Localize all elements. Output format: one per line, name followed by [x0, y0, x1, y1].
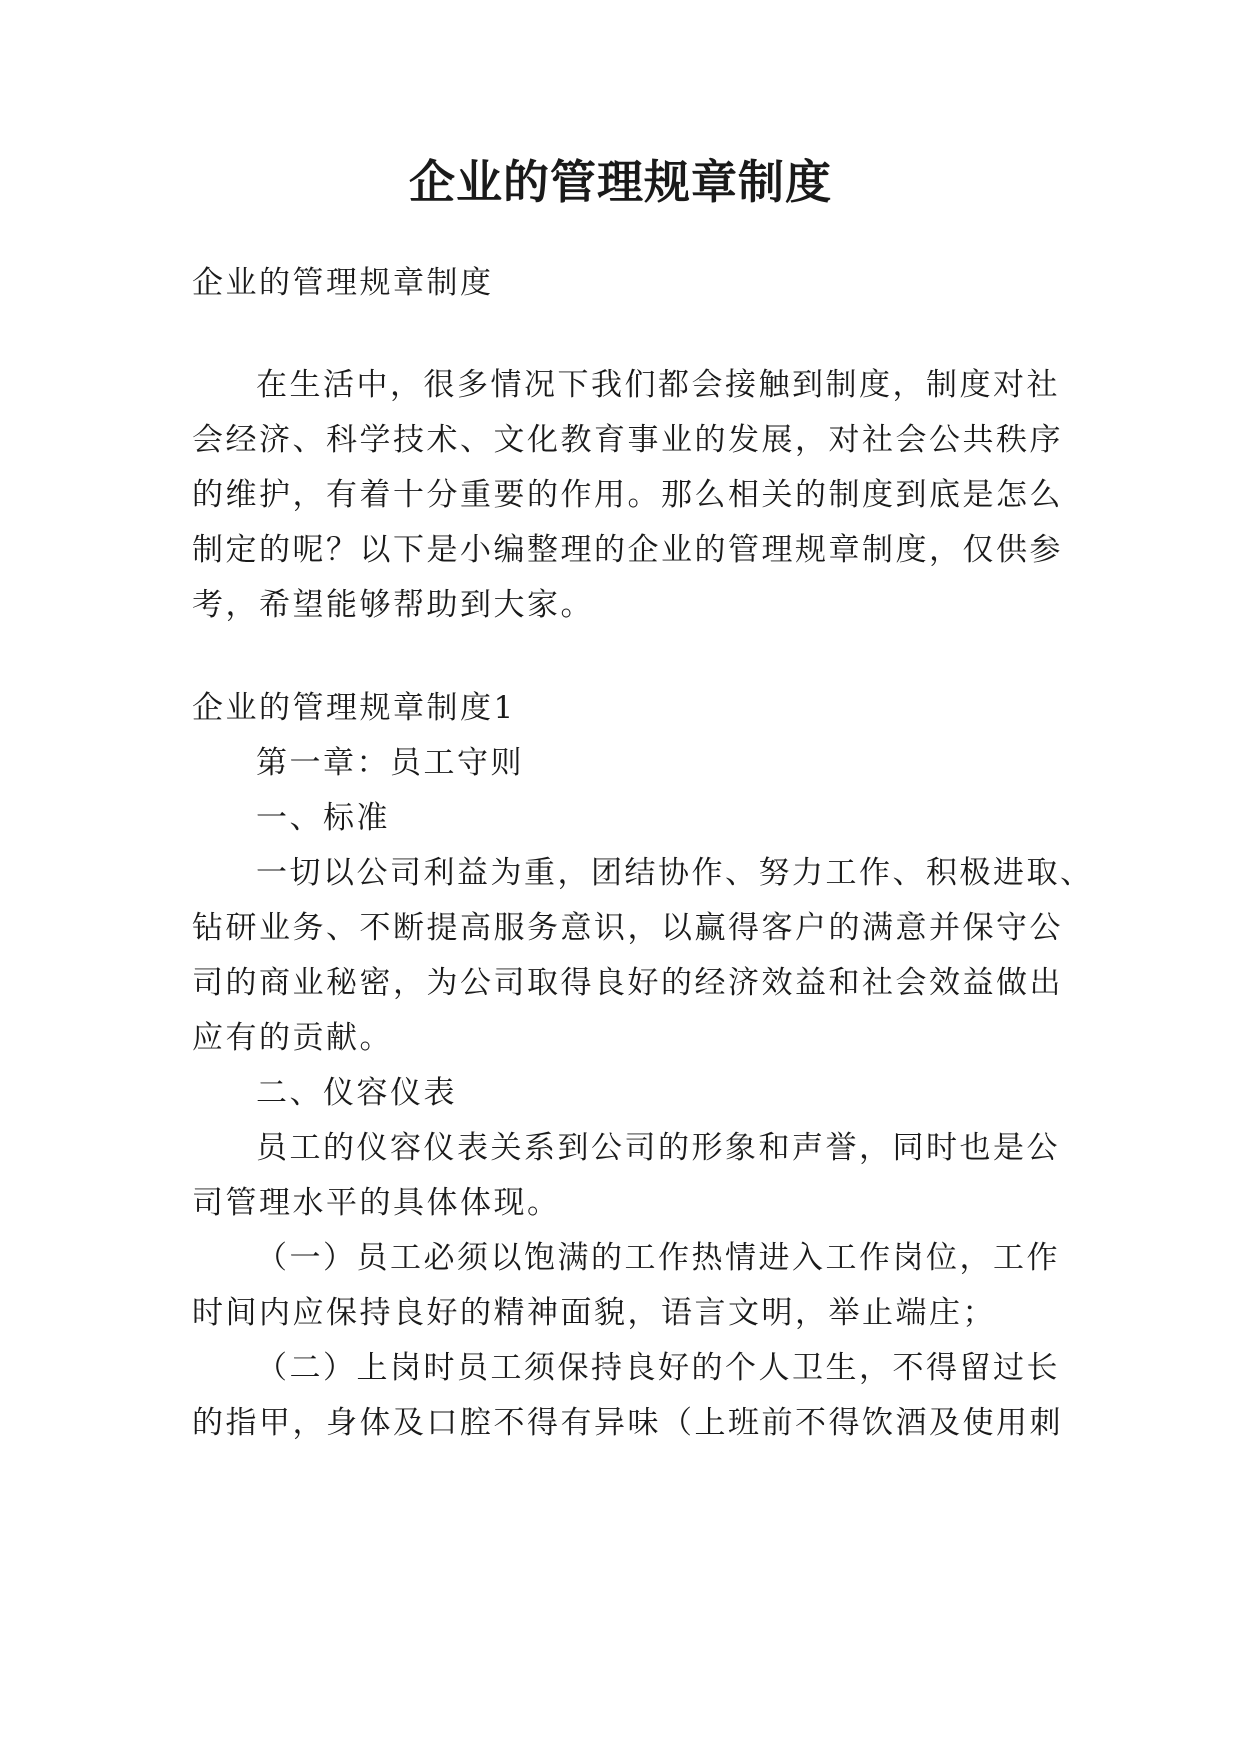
- subsection-heading: 二、仪容仪表: [256, 1075, 457, 1111]
- subtitle-line: 企业的管理规章制度: [192, 265, 494, 301]
- document-title: 企业的管理规章制度: [409, 155, 832, 209]
- list-item-line: 时间内应保持良好的精神面貌，语言文明，举止端庄；: [192, 1295, 996, 1331]
- paragraph-line: 的维护，有着十分重要的作用。那么相关的制度到底是怎么: [192, 477, 1063, 513]
- paragraph-line: 员工的仪容仪表关系到公司的形象和声誉，同时也是公: [256, 1130, 1060, 1166]
- paragraph-line: 在生活中，很多情况下我们都会接触到制度，制度对社: [256, 367, 1060, 403]
- paragraph-line: 制定的呢？以下是小编整理的企业的管理规章制度，仅供参: [192, 532, 1063, 568]
- list-item-line: 的指甲，身体及口腔不得有异味（上班前不得饮酒及使用刺: [192, 1405, 1063, 1441]
- paragraph-line: 应有的贡献。: [192, 1020, 393, 1056]
- section-heading: 企业的管理规章制度1: [192, 690, 516, 726]
- paragraph-line: 会经济、科学技术、文化教育事业的发展，对社会公共秩序: [192, 422, 1063, 458]
- chapter-heading: 第一章：员工守则: [256, 745, 524, 781]
- list-item-line: （二）上岗时员工须保持良好的个人卫生，不得留过长: [256, 1350, 1060, 1386]
- paragraph-line: 考，希望能够帮助到大家。: [192, 587, 594, 623]
- paragraph-line: 钻研业务、不断提高服务意识，以赢得客户的满意并保守公: [192, 910, 1063, 946]
- paragraph-line: 司的商业秘密，为公司取得良好的经济效益和社会效益做出: [192, 965, 1063, 1001]
- list-item-line: （一）员工必须以饱满的工作热情进入工作岗位，工作: [256, 1240, 1060, 1276]
- paragraph-line: 一切以公司利益为重，团结协作、努力工作、积极进取、: [256, 855, 1094, 891]
- subsection-heading: 一、标准: [256, 800, 390, 836]
- paragraph-line: 司管理水平的具体体现。: [192, 1185, 561, 1221]
